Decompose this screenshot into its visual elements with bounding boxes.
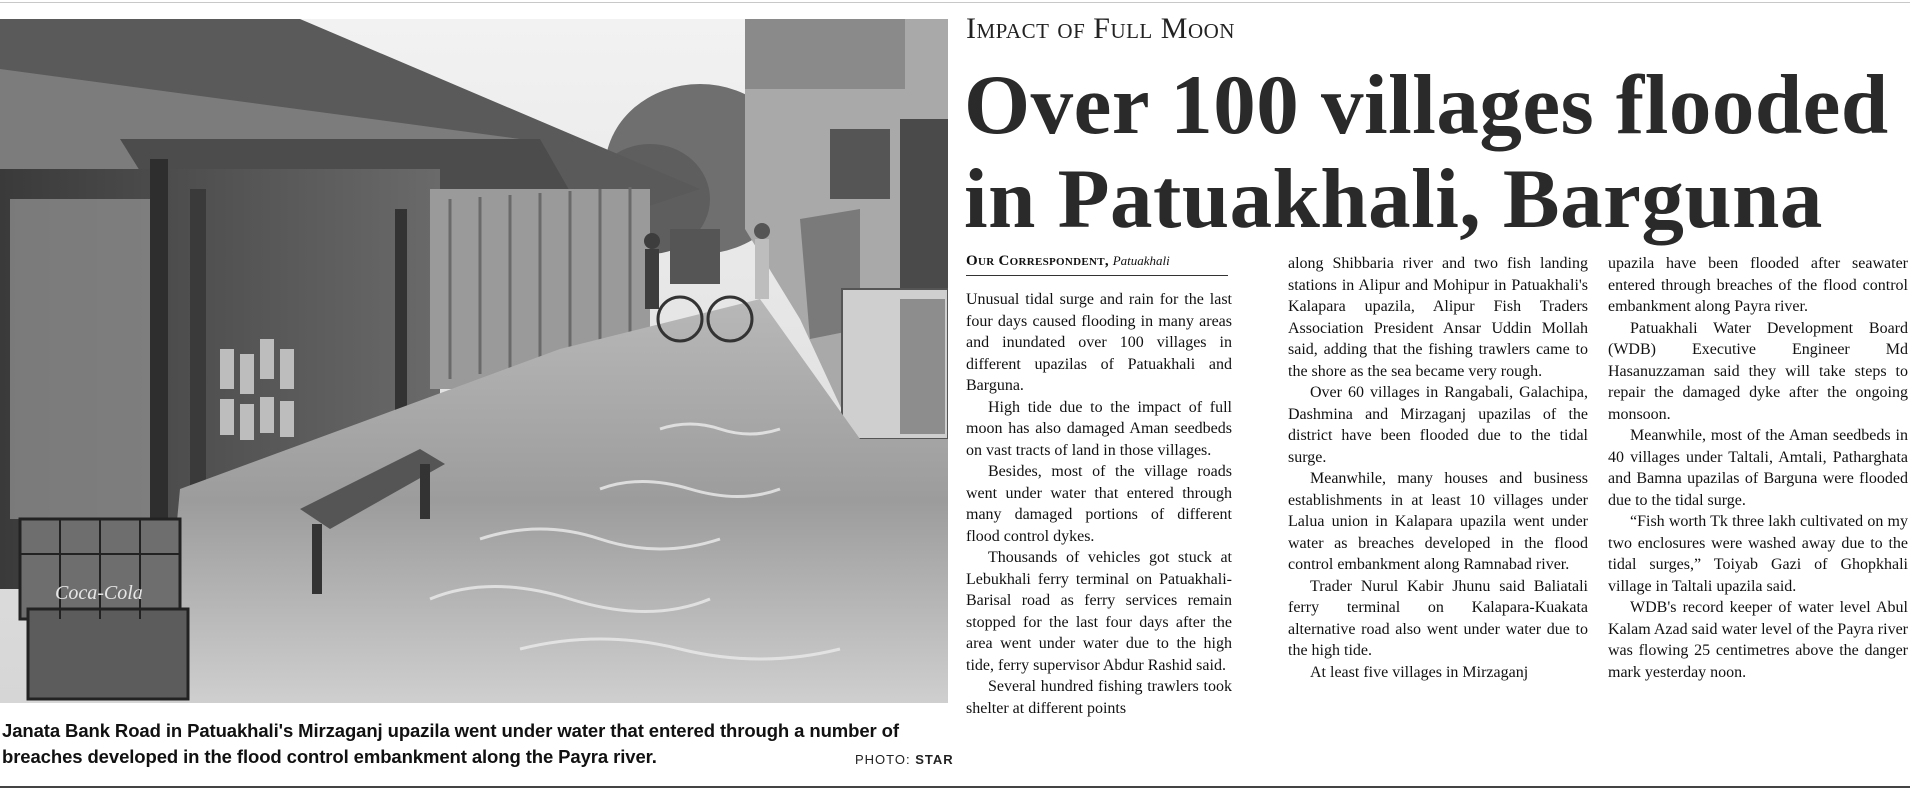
- byline-name: Our Correspondent,: [966, 253, 1109, 269]
- paragraph: Thousands of vehicles got stuck at Lebukhali ferry terminal on Patuakhali-Barisal road as ferry services remain stopped for the last four days after the area went under water due to the high tide, ferry supervisor Abdur Rashid said.: [966, 549, 1232, 674]
- paragraph: Several hundred fishing trawlers took shelter at different points: [966, 678, 1232, 717]
- byline-place: Patuakhali: [1112, 253, 1170, 268]
- headline: [964, 58, 1910, 246]
- headline-line-2: in Patuakhali, Barguna: [964, 152, 1823, 246]
- paragraph: Unusual tidal surge and rain for the last four days caused flooding in many areas and inundated over 100 villages in different upazilas of Patuakhali and Barguna.: [966, 291, 1232, 394]
- paragraph: upazila have been flooded after seawater entered through breaches of the flood control embankment along Payra river.: [1608, 255, 1908, 315]
- paragraph: “Fish worth Tk three lakh cultivated on my two enclosures were washed away due to the tidal surges,” Toiyab Gazi of Ghopkhali village in Taltali upazila said.: [1608, 513, 1908, 595]
- photo-caption: Janata Bank Road in Patuakhali's Mirzaganj upazila went under water that entered through a number of breaches developed in the flood control embankment along the Payra river.: [2, 720, 899, 767]
- paragraph: At least five villages in Mirzaganj: [1310, 663, 1529, 681]
- byline: [966, 253, 1228, 276]
- photo-credit-source: STAR: [915, 752, 954, 767]
- paragraph: Patuakhali Water Development Board (WDB) Executive Engineer Md Hasanuzzaman said they will take steps to repair the damaged dyke after the ongoing monsoon.: [1608, 319, 1908, 423]
- flood-photo: [0, 19, 948, 703]
- headline-line-1: Over 100 villages flooded: [964, 58, 1889, 152]
- paragraph: Meanwhile, most of the Aman seedbeds in 40 villages under Taltali, Amtali, Patharghata and Bamna upazilas of Barguna were flooded due to the tidal surge.: [1608, 427, 1908, 509]
- photo-credit: [855, 752, 954, 767]
- kicker: Impact of Full Moon: [966, 12, 1235, 45]
- paragraph: Over 60 villages in Rangabali, Galachipa, Dashmina and Mirzaganj upazilas of the district have been flooded due to the tidal surge.: [1288, 384, 1588, 466]
- paragraph: Meanwhile, many houses and business establishments in at least 10 villages under Lalua union in Kalapara upazila went under water as breaches developed in the flood control embankment along Ramnabad river.: [1288, 470, 1588, 573]
- paragraph: Besides, most of the village roads went under water that entered through many damaged portions of different flood control dykes.: [966, 463, 1232, 545]
- top-rule: [0, 2, 1910, 3]
- article-column-3: [1608, 253, 1908, 683]
- paragraph: Trader Nurul Kabir Jhunu said Baliatali ferry terminal on Kalapara-Kuakata alternative road also went under water due to the high tide.: [1288, 577, 1588, 659]
- photo-credit-label: PHOTO:: [855, 752, 911, 767]
- paragraph: along Shibbaria river and two fish landing stations in Alipur and Mohipur in Patuakhali's Kalapara upazila, Alipur Fish Traders Association President Ansar Uddin Mollah said, adding that the fishing trawlers came to the shore as the sea became very rough.: [1288, 255, 1588, 380]
- bottom-rule: [0, 786, 1910, 788]
- article-column-1: [966, 289, 1232, 719]
- paragraph: WDB's record keeper of water level Abul Kalam Azad said water level of the Payra river was flowing 25 centimetres above the danger mark yesterday noon.: [1608, 599, 1908, 681]
- article-column-2: [1288, 253, 1588, 683]
- crate-sign: Coca-Cola: [55, 582, 143, 604]
- paragraph: High tide due to the impact of full moon has also damaged Aman seedbeds on vast tracts of land in those villages.: [966, 398, 1232, 459]
